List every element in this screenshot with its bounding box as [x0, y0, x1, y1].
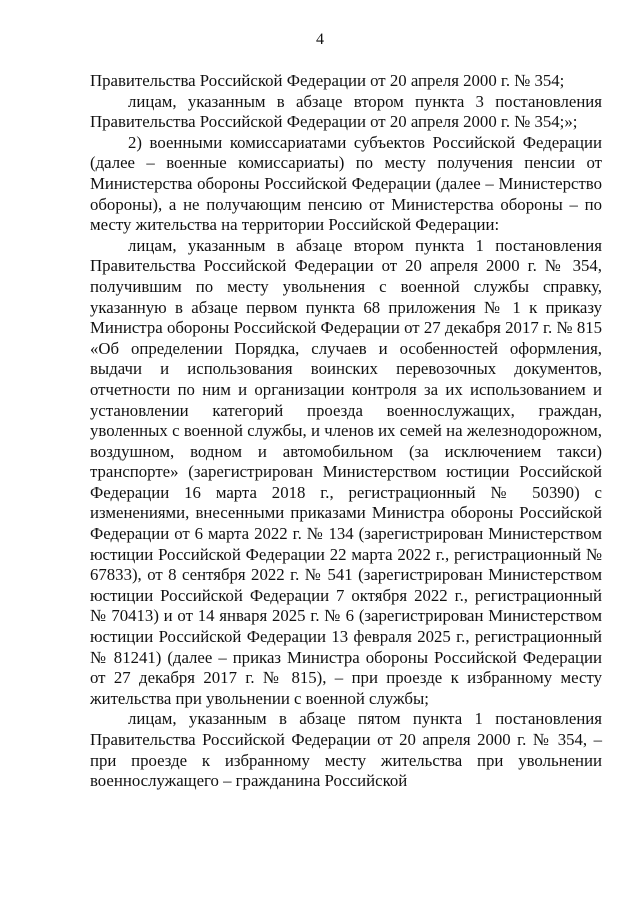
paragraph-item-3-reference: лицам, указанным в абзаце втором пункта 3 постановления Правительства Российской Федерации от 20 апреля 2000 г. № 354;»; — [90, 91, 602, 132]
paragraph-continuation: Правительства Российской Федерации от 20 апреля 2000 г. № 354; — [90, 71, 565, 90]
paragraph-item-1-fifth-abzac: лицам, указанным в абзаце пятом пункта 1 постановления Правительства Российской Федерации от 20 апреля 2000 г. № 354, – при проезде к избранному месту жительства при увольнении военнослужащего – гражданина Российской — [90, 709, 602, 791]
document-body — [90, 71, 602, 792]
page-number: 4 — [316, 31, 324, 48]
paragraph-military-commissariats: 2) военными комиссариатами субъектов Российской Федерации (далее – военные комиссариаты) по месту получения пенсии от Министерства обороны Российской Федерации (далее – Министерство обороны), а не получающим пенсию от Министерства обороны – по месту жительства на территории Российской Федерации: — [90, 132, 602, 235]
paragraph-item-1-second-abzac: лицам, указанным в абзаце втором пункта 1 постановления Правительства Российской Федерации от 20 апреля 2000 г. № 354, получившим по месту увольнения с военной службы справку, указанную в абзаце первом пункта 68 приложения № 1 к приказу Министра обороны Российской Федерации от 27 декабря 2017 г. № 815 «Об определении Порядка, случаев и особенностей оформления, выдачи и использования воинских перевозочных документов, отчетности по ним и организации контроля за их использованием и установлении категорий проезда военнослужащих, граждан, уволенных с военной службы, и членов их семей на железнодорожном, воздушном, водном и автомобильном (за исключением такси) транспорте» (зарегистрирован Министерством юстиции Российской Федерации 16 марта 2018 г., регистрационный № 50390) с изменениями, внесенными приказами Министра обороны Российской Федерации от 6 марта 2022 г. № 134 (зарегистрирован Министерством юстиции Российской Федерации 22 марта 2022 г., регистрационный № 67833), от 8 сентября 2022 г. № 541 (зарегистрирован Министерством юстиции Российской Федерации 7 октября 2022 г., регистрационный № 70413) и от 14 января 2025 г. № 6 (зарегистрирован Министерством юстиции Российской Федерации 13 февраля 2025 г., регистрационный № 81241) (далее – приказ Министра обороны Российской Федерации от 27 декабря 2017 г. № 815), – при проезде к избранному месту жительства при увольнении с военной службы; — [90, 235, 602, 708]
